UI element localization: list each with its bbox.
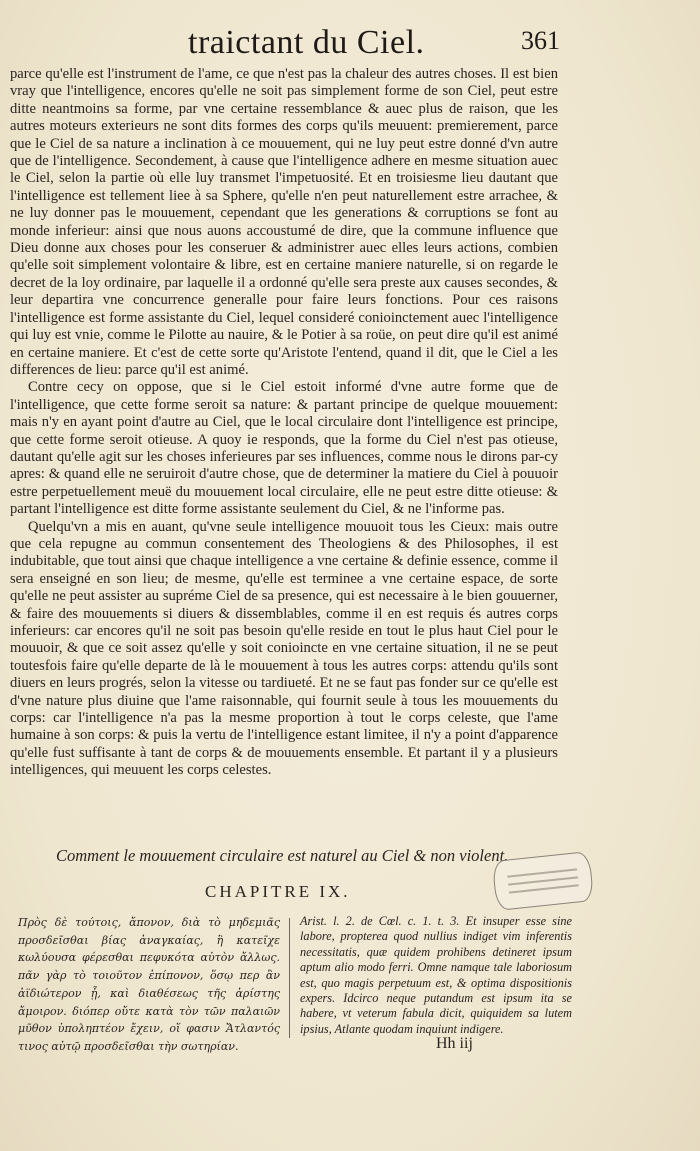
signature-mark: Hh iij: [436, 1035, 473, 1052]
paragraph: Contre cecy on oppose, que si le Ciel estoit informé d'vne autre forme que de l'intelligence, que cette forme seroit sa nature: & partant principe de quelque mouuement: mais n'y en ayant point d'autre au Ciel, que le local circulaire dont l'intelligence est principe, que cette forme seroit otieuse. A quoy ie responds, que la forme du Ciel n'est pas otieuse, dautant qu'elle agit sur les choses inferieures par ses influences, comme nous le dirons par-cy apres: & quand elle ne seruiroit d'autre chose, que de determiner la matiere du Ciel à pouuoir estre perpetuellement meuë du mouuement local circulaire, elle ne peut estre ditte otieuse: & partant l'intelligence est ditte forme assistante seulement du Ciel, & ne l'informe pas.: [10, 379, 558, 518]
running-title: traictant du Ciel.: [188, 24, 425, 61]
greek-marginal-note: [18, 914, 280, 1056]
latin-text: Arist. l. 2. de Cœl. c. 1. t. 3. Et insuper esse sine labore, propterea quod nullius indiget vim inferentis necessitatis, quæ quidem prohibens detineret ipsum aptum alio modo ferri. Omne namque tale laboriosum est, quo magis perpetuum est, & optima dispositionis expers. Idcirco neque putandum est ipsum ita se habere, vt veterum fabula dicit, quiquidem sa lutem ipsius, Atlante quodam inquiunt indigere.: [300, 914, 572, 1036]
page-number: 361: [521, 26, 560, 55]
column-divider: [289, 918, 290, 1038]
paragraph: parce qu'elle est l'instrument de l'ame, ce que n'est pas la chaleur des autres choses. Il est bien vray que l'intelligence, encores qu'elle ne soit pas simplement forme de son Ciel, peut estre ditte neantmoins sa forme, par vne certaine ressemblance & auec plus de raison, que les autres moteurs exterieurs ne sont dits formes des corps qu'ils meuuent: premierement, parce que le Ciel de sa nature a inclination à ce mouuement, qui ne luy peut estre donné d'vn autre que de l'intelligence. Secondement, à cause que l'intelligence adhere en mesme situation auec le Ciel, selon la partie où elle luy transmet l'impetuosité. Et en troisiesme lieu dautant que l'intelligence est tellement liee à sa Sphere, qu'elle n'en peut naturellement estre arrachee, & ne luy donner pas le mouuement, cependant que les generations & corruptions se font au monde inferieur: ainsi que nous auons accoustumé de dire, que la commune influence que Dieu donne aux choses pour les conseruer & administrer auec elles leurs actions, combien qu'elle soit simplement volontaire & libre, est en certaine maniere naturelle, si on regarde le decret de la loy ordinaire, par laquelle il a ordonné qu'elle sera preste aux causes secondes, & leur departira vne concurrence generalle pour faire leurs fonctions. Pour ces raisons l'intelligence est forme assistante du Ciel, lequel consideré conioinctement auec l'intelligence qui luy est vnie, comme le Pilotte au nauire, & le Potier à sa roüe, on peut dire qu'il est animé en certaine maniere. Et c'est de cette sorte qu'Aristote l'entend, quand il dit, que le Ciel a les differences de lieu: parce qu'il est animé.: [10, 66, 558, 378]
latin-marginal-note: [300, 914, 572, 1037]
library-stamp: [492, 851, 595, 911]
chapter-heading: CHAPITRE IX.: [205, 882, 351, 901]
main-text: [10, 66, 558, 780]
chapter-summary: Comment le mouuement circulaire est naturel au Ciel & non violent.: [56, 846, 509, 865]
page-header: [188, 24, 560, 64]
greek-text: Πρὸς δὲ τούτοις, ἄπονον, διὰ τὸ μηδεμιᾶς προσδεῖσθαι βίας ἀναγκαίας, ἣ κατεῖχε κωλύουσα φέρεσθαι πεφυκότα αὐτὸν ἄλλως. πᾶν γὰρ τὸ τοιοῦτον ἐπίπονον, ὅσῳ περ ἂν ἀϊδιώτερον ᾖ, καὶ διαθέσεως τῆς ἀρίστης ἄμοιρον. διόπερ οὔτε κατὰ τὸν τῶν παλαιῶν μῦθον ὑποληπτέον ἔχειν, οἵ φασιν Ἄτλαντός τινος αὐτῷ προσδεῖσθαι τὴν σωτηρίαν.: [18, 916, 280, 1053]
paragraph: Quelqu'vn a mis en auant, qu'vne seule intelligence mouuoit tous les Cieux: mais outre que cela repugne au commun consentement des Theologiens & des Philosophes, il est indubitable, que tout ainsi que chaque intelligence a vne certaine & definie essence, comme il sera enseigné en son lieu; de mesme, qu'elle est terminee a vne certaine espace, de sorte qu'elle ne peut assister au supréme Ciel de sa presence, qui est necessaire à le bien gouuerner, & faire des mouuements si diuers & dissemblables, comme il en est requis és autres corps inferieurs: car encores qu'il ne soit pas besoin qu'elle reside en tout le plus haut Ciel pour le mouuoir, & que ce soit assez qu'elle y soit conioincte en vne certaine situation, il ne se peut toutesfois faire qu'elle departe de là le mouuement à tous les autres corps: attendu qu'ils sont diuers en leurs progrés, selon la vitesse ou tardiueté. Et ne se faut pas fonder sur ce qu'elle est d'vne nature plus diuine que l'ame raisonnable, qui fournit seule à tous les mouuements du corps: car l'intelligence n'a pas la mesme proportion à tout le corps celeste, que l'ame humaine à son corps: & puis la vertu de l'intelligence estant limitee, il n'y a point d'apparence qu'elle fust suffisante à tant de corps & de mouuements ensemble. Et partant il y a plusieurs intelligences, qui meuuent les corps celestes.: [10, 518, 558, 779]
